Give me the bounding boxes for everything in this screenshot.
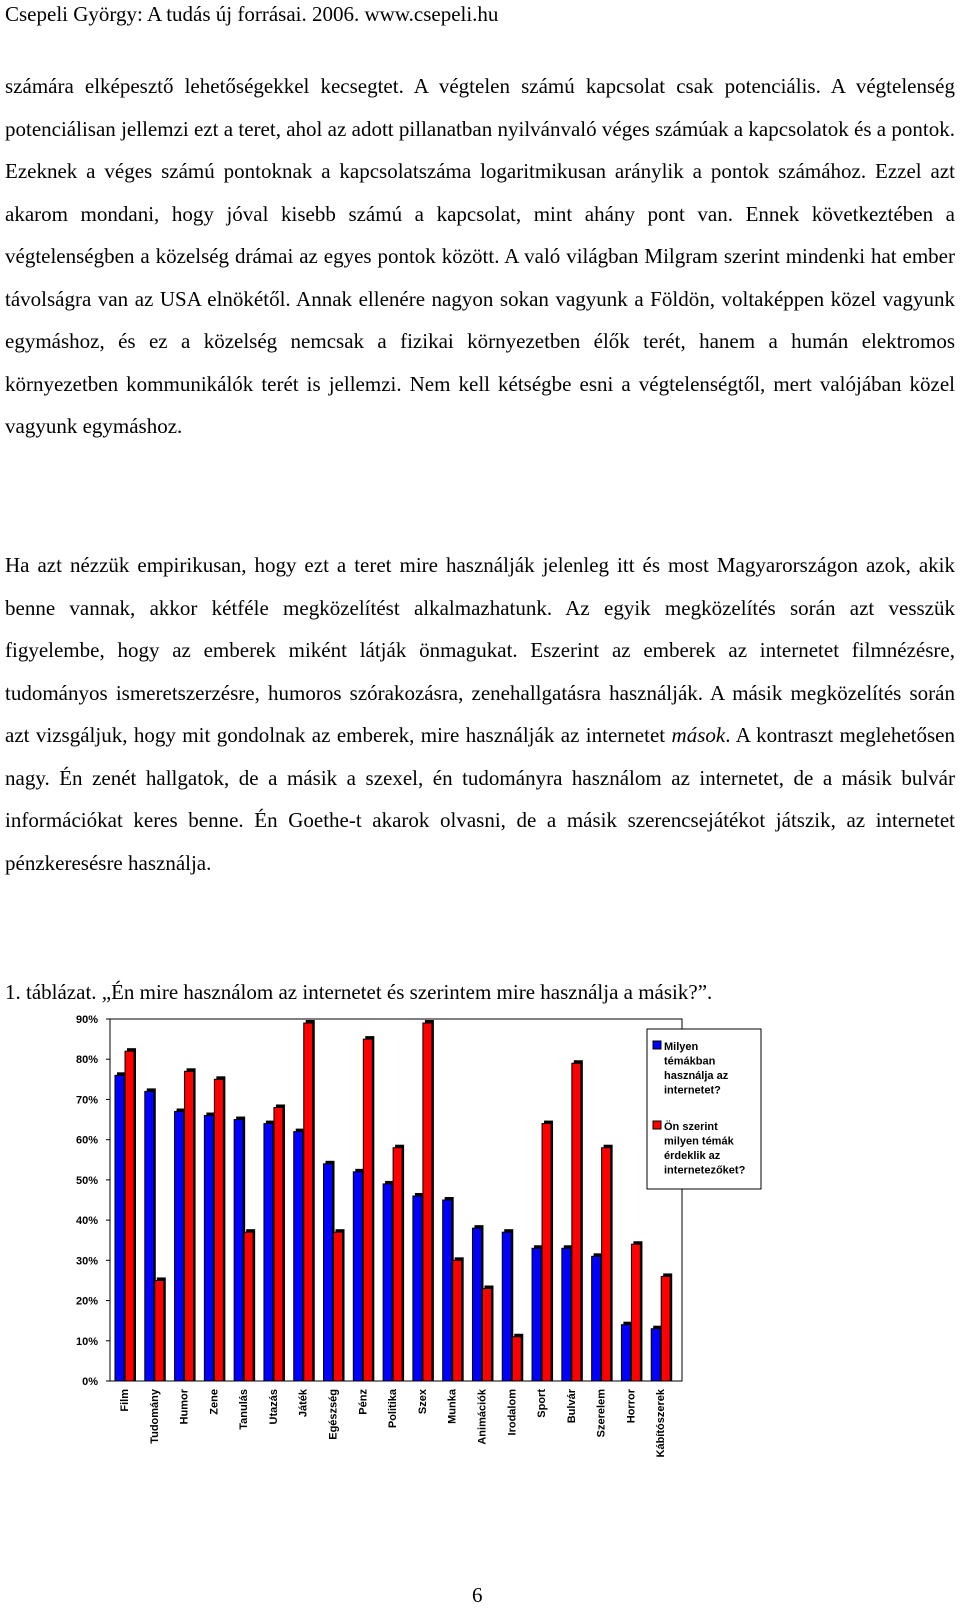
bar-self-use (532, 1248, 541, 1381)
bar-others-use (572, 1063, 581, 1381)
paragraph-1: számára elképesztő lehetőségekkel kecsegtet. A végtelen számú kapcsolat csak potenciális. A végtelenség potenciálisan jellemzi ezt a teret, ahol az adott pillanatban nyilvánvaló véges számúak a kapcsolatok és a pontok. Ezeknek a véges számú pontoknak a kapcsolatszáma logaritmikusan aránylik a pontok számához. Ezzel azt akarom mondani, hogy jóval kisebb számú a kapcsolat, mint ahány pont van. Ennek következtében a végtelenségben a közelség drámai az egyes pontok között. A való világban Milgram szerint mindenki hat ember távolságra van az USA elnökétől. Annak ellenére nagyon sokan vagyunk a Földön, voltaképpen közel vagyunk egymáshoz, és ez a közelség nemcsak a fizikai környezetben élők terét, hanem a humán elektromos környezetben kommunikálók terét is jellemzi. Nem kell kétségbe esni a végtelenségtől, mert valójában közel vagyunk egymáshoz. (5, 74, 955, 438)
bar-others-use (393, 1148, 402, 1381)
y-tick-label: 30% (75, 1255, 98, 1268)
bar-self-use (145, 1091, 154, 1381)
bar-others-use (542, 1124, 551, 1381)
bar-self-use (204, 1116, 213, 1381)
bar-self-use (562, 1248, 571, 1381)
x-category-label: Tudomány (148, 1389, 161, 1444)
x-category-label: Horror (625, 1389, 638, 1424)
bar-self-use (651, 1329, 660, 1381)
bar-self-use (294, 1132, 303, 1381)
y-tick-label: 70% (75, 1094, 98, 1107)
x-category-label: Egészség (327, 1389, 340, 1440)
bar-others-use (185, 1071, 194, 1381)
bar-self-use (324, 1164, 333, 1381)
bar-others-use (155, 1280, 164, 1381)
x-category-label: Bulvár (565, 1389, 578, 1424)
x-category-label: Humor (178, 1389, 191, 1425)
y-tick-label: 50% (75, 1174, 98, 1187)
y-tick-label: 60% (75, 1134, 98, 1147)
bar-others-use (482, 1288, 491, 1381)
legend-swatch-others (653, 1121, 661, 1129)
bar-others-use (125, 1051, 134, 1381)
bar-self-use (413, 1196, 422, 1381)
y-tick-label: 0% (82, 1376, 98, 1388)
legend-label: Milyen (664, 1041, 699, 1053)
x-category-label: Pénz (357, 1389, 370, 1415)
x-category-label: Politika (387, 1389, 400, 1429)
page-header: Csepeli György: A tudás új forrásai. 2006. www.csepeli.hu (5, 2, 499, 26)
bar-others-use (512, 1337, 521, 1381)
bar-self-use (234, 1120, 243, 1381)
bar-self-use (443, 1200, 452, 1381)
bar-others-use (274, 1107, 283, 1381)
y-tick-label: 20% (75, 1295, 98, 1308)
x-category-label: Szerelem (595, 1389, 608, 1438)
x-category-label: Film (119, 1389, 131, 1412)
page-number: 6 (472, 1583, 483, 1607)
bar-self-use (115, 1075, 124, 1381)
bar-self-use (472, 1228, 481, 1381)
x-category-label: Játék (297, 1389, 310, 1418)
y-tick-label: 40% (75, 1215, 98, 1228)
x-category-label: Sport (536, 1389, 549, 1418)
bar-self-use (502, 1232, 511, 1381)
bar-others-use (602, 1148, 611, 1381)
bar-others-use (423, 1023, 432, 1381)
legend-label: internetezőket? (664, 1164, 746, 1177)
table-caption: 1. táblázat. „Én mire használom az internetet és szerintem mire használja a másik?”. (5, 980, 713, 1004)
bar-others-use (453, 1260, 462, 1381)
bar-others-use (244, 1232, 253, 1381)
paragraph-2-emphasis: mások (671, 723, 726, 747)
bar-self-use (175, 1112, 184, 1381)
legend-label: milyen témák (664, 1135, 734, 1148)
legend-label: Ön szerint (664, 1121, 718, 1133)
bar-others-use (661, 1276, 670, 1381)
bar-others-use (304, 1023, 313, 1381)
bar-others-use (334, 1232, 343, 1381)
x-category-label: Szex (416, 1389, 429, 1415)
bar-self-use (383, 1184, 392, 1381)
bar-self-use (353, 1172, 362, 1381)
paragraph-2-text-b: . A kontraszt meglehetősen nagy. Én zenét hallgatok, de a másik a szexel, én tudományra használom az internetet, de a másik bulvár információkat keres benne. Én Goethe-t akarok olvasni, de a másik szerencsejátékot játszik, az internetet pénzkeresésre használja. (5, 723, 955, 875)
x-category-label: Irodalom (506, 1389, 519, 1436)
bar-others-use (214, 1079, 223, 1381)
bar-others-use (631, 1244, 640, 1381)
x-category-label: Munka (446, 1389, 459, 1424)
x-category-label: Kábítószerek (655, 1389, 668, 1458)
paragraph-2-text-a: Ha azt nézzük empirikusan, hogy ezt a teret mire használják jelenleg itt és most Magyarországon azok, akik benne vannak, akkor kétféle megközelítést alkalmazhatunk. Az egyik megközelítés során azt vesszük figyelembe, hogy az emberek miként látják önmagukat. Eszerint az emberek az internetet filmnézésre, tudományos ismeretszerzésre, humoros szórakozásra, zenehallgatásra használják. A másik megközelítés során azt vizsgáljuk, hogy mit gondolnak az emberek, mire használják az internetet (5, 553, 955, 747)
legend-label: témákban (664, 1055, 716, 1068)
legend-label: internetet? (664, 1084, 721, 1097)
legend-label: használja az (664, 1070, 729, 1082)
y-tick-label: 90% (75, 1014, 98, 1026)
x-category-label: Zene (208, 1389, 221, 1415)
x-category-label: Utazás (267, 1389, 280, 1425)
legend-swatch-self (653, 1041, 661, 1049)
bar-self-use (264, 1124, 273, 1381)
bar-others-use (363, 1039, 372, 1381)
legend-label: érdeklik az (664, 1150, 721, 1162)
bar-self-use (621, 1325, 630, 1381)
y-tick-label: 80% (75, 1054, 98, 1067)
x-category-label: Animációk (476, 1389, 489, 1445)
bar-self-use (592, 1256, 601, 1381)
x-category-label: Tanulás (238, 1389, 251, 1430)
y-tick-label: 10% (75, 1335, 98, 1348)
